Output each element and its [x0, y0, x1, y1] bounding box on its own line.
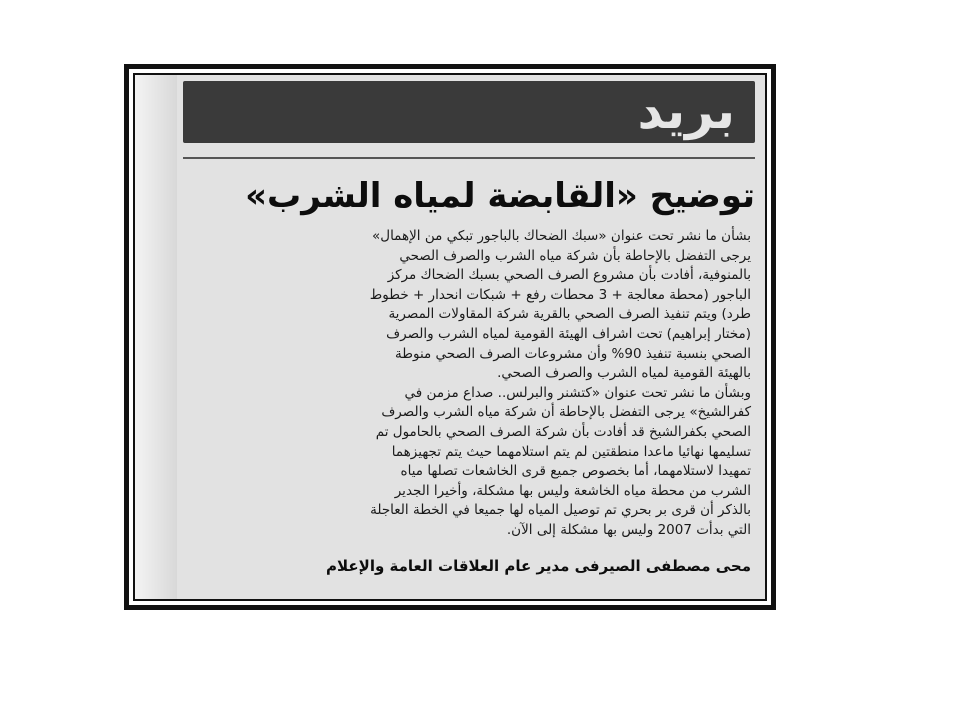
- divider-rule: [183, 157, 755, 159]
- text-line: الصحي بكفرالشيخ قد أفادت بأن شركة الصرف الصحي بالحامول تم: [375, 423, 751, 440]
- section-banner-title: بريد: [637, 82, 735, 140]
- paragraph-1: [187, 227, 751, 384]
- text-line: بالذكر أن قرى بر بحري تم توصيل المياه لها جميعا في الخطة العاجلة: [370, 502, 751, 519]
- section-banner: [183, 81, 755, 143]
- text-line: بالمنوفية، أفادت بأن مشروع الصرف الصحي بسبك الضحاك مركز: [387, 267, 751, 284]
- text-line: تمهيدا لاستلامهما، أما بخصوص جميع قرى الخاشعات تصلها مياه: [400, 463, 751, 480]
- text-line: الشرب من محطة مياه الخاشعة وليس بها مشكلة، وأخيرا الجدير: [394, 482, 751, 499]
- page-gutter: [135, 75, 177, 599]
- clipping-frame: [124, 64, 776, 610]
- text-line: طرد) ويتم تنفيذ الصرف الصحي بالقرية شركة المقاولات المصرية: [388, 306, 751, 323]
- paragraph-2: [187, 384, 751, 541]
- article-headline: توضيح «القابضة لمياه الشرب»: [245, 176, 755, 216]
- text-line: (مختار إبراهيم) تحت اشراف الهيئة القومية لمياه الشرب والصرف: [386, 325, 751, 342]
- text-line: بالهيئة القومية لمياه الشرب والصرف الصحي.: [497, 365, 751, 382]
- text-line: التي بدأت 2007 وليس بها مشكلة إلى الآن.: [506, 521, 751, 538]
- text-line: يرجى التفضل بالإحاطة بأن شركة مياه الشرب والصرف الصحي: [399, 247, 751, 264]
- text-line: وبشأن ما نشر تحت عنوان «كتشنر والبرلس.. صداع مزمن في: [404, 384, 751, 401]
- clipping-image: [133, 73, 767, 601]
- newspaper-clipping: [177, 75, 765, 599]
- article-body: [187, 227, 751, 541]
- text-line: الباجور (محطة معالجة + 3 محطات رفع + شبكات انحدار + خطوط: [369, 286, 751, 303]
- text-line: كفرالشيخ» يرجى التفضل بالإحاطة أن شركة مياه الشرب والصرف: [381, 404, 751, 421]
- text-line: بشأن ما نشر تحت عنوان «سبك الضحاك بالباجور تبكي من الإهمال»: [372, 228, 751, 244]
- text-line: تسليمها نهائيا ماعدا منطقتين لم يتم استلامهما حيث يتم تجهيزهما: [391, 443, 751, 460]
- text-line: الصحي بنسبة تنفيذ 90% وأن مشروعات الصرف الصحي منوطة: [394, 345, 751, 362]
- article-signature: محى مصطفى الصيرفى مدير عام العلاقات العامة والإعلام: [326, 557, 751, 575]
